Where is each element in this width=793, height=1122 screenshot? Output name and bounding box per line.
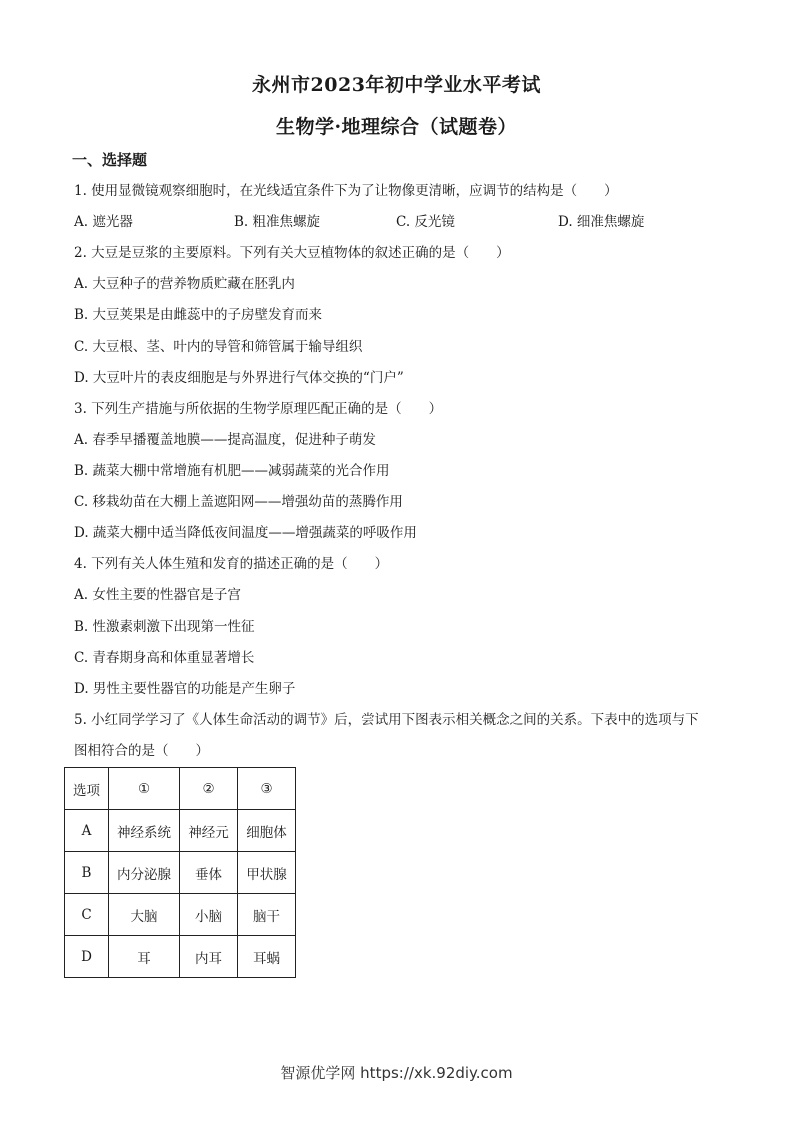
table-header-row	[65, 768, 296, 810]
table-cell: B	[65, 852, 109, 894]
table-row	[65, 852, 296, 894]
table-header-cell: ②	[180, 768, 238, 810]
table-cell: D	[65, 936, 109, 978]
table-cell: A	[65, 810, 109, 852]
question-3-option-c: C. 移栽幼苗在大棚上盖遮阳网——增强幼苗的蒸腾作用	[74, 494, 403, 510]
table-cell: 神经系统	[109, 810, 180, 852]
question-1-stem: 1. 使用显微镜观察细胞时，在光线适宜条件下为了让物像更清晰，应调节的结构是（ ）	[74, 183, 618, 199]
section-heading: 一、选择题	[72, 151, 148, 169]
table-cell: C	[65, 894, 109, 936]
question-5-stem-line1: 5. 小红同学学习了《人体生命活动的调节》后，尝试用下图表示相关概念之间的关系。下表中的选项与下	[74, 712, 699, 728]
question-4-option-d: D. 男性主要性器官的功能是产生卵子	[74, 681, 296, 697]
question-3-option-b: B. 蔬菜大棚中常增施有机肥——减弱蔬菜的光合作用	[74, 463, 390, 479]
table-header-cell: ①	[109, 768, 180, 810]
table-cell: 内耳	[180, 936, 238, 978]
question-4-option-a: A. 女性主要的性器官是子宫	[74, 587, 241, 603]
question-4-stem: 4. 下列有关人体生殖和发育的描述正确的是（ ）	[74, 556, 389, 572]
table-cell: 内分泌腺	[109, 852, 180, 894]
exam-title: 永州市2023年初中学业水平考试	[252, 74, 541, 96]
question-3-stem: 3. 下列生产措施与所依据的生物学原理匹配正确的是（ ）	[74, 401, 443, 417]
question-1-option-d: D. 细准焦螺旋	[558, 214, 645, 230]
question-3-option-d: D. 蔬菜大棚中适当降低夜间温度——增强蔬菜的呼吸作用	[74, 525, 417, 541]
table-cell: 脑干	[238, 894, 296, 936]
question-4-option-c: C. 青春期身高和体重显著增长	[74, 650, 255, 666]
table-cell: 垂体	[180, 852, 238, 894]
question-3-option-a: A. 春季早播覆盖地膜——提高温度，促进种子萌发	[74, 432, 376, 448]
question-2-option-c: C. 大豆根、茎、叶内的导管和筛管属于输导组织	[74, 339, 363, 355]
table-cell: 细胞体	[238, 810, 296, 852]
table-header-cell: ③	[238, 768, 296, 810]
table-row	[65, 810, 296, 852]
question-2-option-a: A. 大豆种子的营养物质贮藏在胚乳内	[74, 276, 295, 292]
table-cell: 小脑	[180, 894, 238, 936]
table-cell: 耳蜗	[238, 936, 296, 978]
watermark-footer: 智源优学网 https://xk.92diy.com	[280, 1064, 513, 1082]
question-5-stem-line2: 图相符合的是（ ）	[74, 743, 209, 759]
table-cell: 耳	[109, 936, 180, 978]
question-4-option-b: B. 性激素刺激下出现第一性征	[74, 619, 255, 635]
table-row	[65, 936, 296, 978]
exam-subtitle: 生物学·地理综合（试题卷）	[275, 116, 518, 138]
question-5-answer-table	[64, 767, 296, 978]
table-cell: 大脑	[109, 894, 180, 936]
question-2-option-d: D. 大豆叶片的表皮细胞是与外界进行气体交换的“门户”	[74, 370, 404, 386]
question-1-option-c: C. 反光镜	[396, 214, 455, 230]
table-cell: 神经元	[180, 810, 238, 852]
table-cell: 甲状腺	[238, 852, 296, 894]
table-header-cell: 选项	[65, 768, 109, 810]
question-1-option-b: B. 粗准焦螺旋	[234, 214, 321, 230]
table-row	[65, 894, 296, 936]
question-2-option-b: B. 大豆荚果是由雌蕊中的子房壁发育而来	[74, 307, 323, 323]
question-2-stem: 2. 大豆是豆浆的主要原料。下列有关大豆植物体的叙述正确的是（ ）	[74, 245, 510, 261]
question-1-option-a: A. 遮光器	[74, 214, 133, 230]
